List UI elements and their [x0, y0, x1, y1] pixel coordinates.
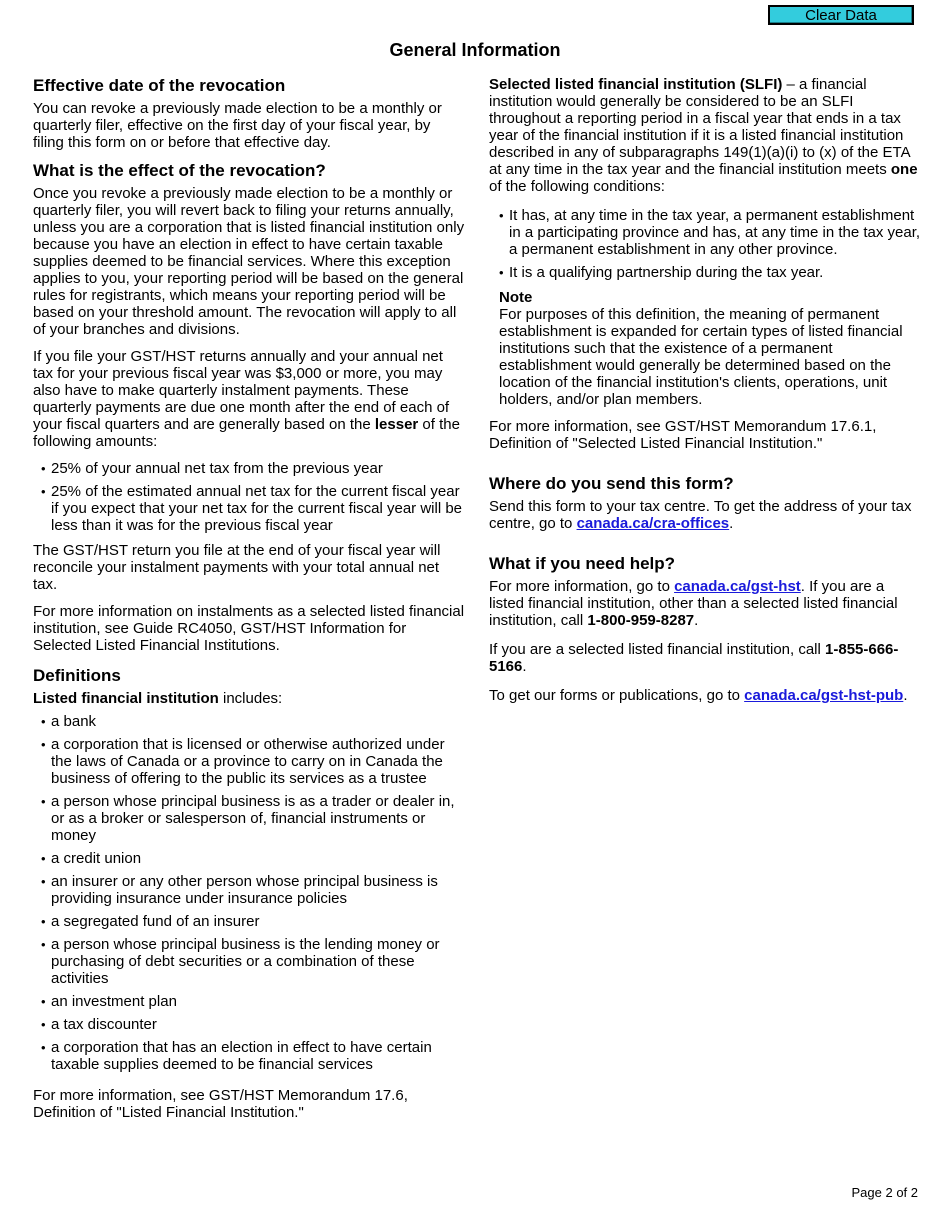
note-text: For purposes of this definition, the meaning of permanent establishment is expanded for certain types of listed financial institutions such that the existence of a permanent establishment would generally be determined based on the location of the financial institution's clients, operations, unit holders, and/or plan members. [499, 306, 903, 408]
list-item: • a tax discounter [33, 1016, 465, 1033]
amounts-list [33, 460, 465, 534]
heading-need-help: What if you need help? [489, 554, 676, 573]
memo-17-6-1-text: For more information, see GST/HST Memorandum 17.6.1, Definition of "Selected Listed Financial Institution." [489, 418, 877, 452]
memo-17-6-text: For more information, see GST/HST Memorandum 17.6, Definition of "Listed Financial Institution." [33, 1087, 408, 1121]
note-title: Note [499, 289, 533, 306]
slfi-definition: Selected listed financial institution (SLFI) – a financial institution would generally be considered to be an SLFI throughout a reporting period in a fiscal year that ends in a tax year of the financial institution if it is a listed financial institution described in any of subparagraphs 149(1)(a)(i) to (x) of the ETA at any time in the tax year and the financial institution meets one of the following conditions: [489, 76, 918, 195]
send-form-text: Send this form to your tax centre. To get the address of your tax centre, go to canada.ca/cra-offices. [489, 498, 912, 532]
list-item: • an investment plan [33, 993, 465, 1010]
slfi-conditions-list [489, 207, 921, 281]
clear-data-button[interactable]: Clear Data [768, 5, 914, 25]
effect-paragraph-1: Once you revoke a previously made election to be a monthly or quarterly filer, you will revert back to filing your returns annually, unless you are a corporation that is listed financial institution only because you have an election in effect to have certain taxable supplies deemed to be financial services. Where this exception applies to you, your reporting period will be based on the general rules for registrants, which means your reporting period will be based on your threshold amount. The revocation will apply to all of your branches and divisions. [33, 185, 465, 338]
gst-hst-link[interactable]: canada.ca/gst-hst [674, 578, 801, 595]
page-number: Page 2 of 2 [851, 1185, 918, 1200]
list-item: • 25% of your annual net tax from the previous year [33, 460, 465, 477]
list-item: • a person whose principal business is as a trader or dealer in, or as a broker or salesperson of, financial instruments or money [33, 793, 465, 844]
heading-effect-of-revocation: What is the effect of the revocation? [33, 161, 326, 180]
list-item: • 25% of the estimated annual net tax for the current fiscal year if you expect that your net tax for the current fiscal year will be less than it was for the previous fiscal year [33, 483, 465, 534]
reconcile-text: The GST/HST return you file at the end of your fiscal year will reconcile your instalment payments with your total annual net tax. [33, 542, 441, 593]
lesser-bold: lesser [374, 416, 419, 433]
heading-effective-date: Effective date of the revocation [33, 76, 286, 95]
list-item: • a bank [33, 713, 465, 730]
list-item: • a segregated fund of an insurer [33, 913, 465, 930]
instalments-info-text: For more information on instalments as a selected listed financial institution, see Guide RC4050, GST/HST Information for Selected Listed Financial Institutions. [33, 603, 465, 654]
forms-text: To get our forms or publications, go to canada.ca/gst-hst-pub. [489, 687, 908, 704]
list-item: • a credit union [33, 850, 465, 867]
right-column [489, 76, 921, 714]
phone-slfi: 1-855-666-5166 [489, 641, 899, 675]
heading-definitions: Definitions [33, 666, 121, 685]
lfi-list [33, 713, 465, 1073]
gst-hst-pub-link[interactable]: canada.ca/gst-hst-pub [744, 687, 904, 704]
list-item: • a person whose principal business is the lending money or purchasing of debt securities or a combination of these activities [33, 936, 465, 987]
list-item: • It is a qualifying partnership during the tax year. [491, 264, 921, 281]
slfi-term: Selected listed financial institution (SLFI) [489, 76, 783, 93]
page-title: General Information [389, 40, 561, 60]
help-text: For more information, go to canada.ca/gst-hst. If you are a listed financial institution, other than a selected listed financial institution, call 1-800-959-8287. [489, 578, 898, 629]
slfi-call-text: If you are a selected listed financial institution, call 1-855-666-5166. [489, 641, 899, 675]
effective-date-text: You can revoke a previously made election to be a monthly or quarterly filer, effective on the first day of your fiscal year, by filing this form on or before that effective day. [33, 100, 442, 151]
one-bold: one [890, 161, 918, 178]
list-item: • an insurer or any other person whose principal business is providing insurance under insurance policies [33, 873, 465, 907]
list-item: • a corporation that is licensed or otherwise authorized under the laws of Canada or a province to carry on in Canada the business of offering to the public its services as a trustee [33, 736, 465, 787]
lfi-term: Listed financial institution [33, 690, 219, 707]
cra-offices-link[interactable]: canada.ca/cra-offices [576, 515, 730, 532]
heading-send-form: Where do you send this form? [489, 474, 734, 493]
list-item: • a corporation that has an election in effect to have certain taxable supplies deemed to be financial services [33, 1039, 465, 1073]
list-item: • It has, at any time in the tax year, a permanent establishment in a participating province and has, at any time in the tax year, a permanent establishment in any other province. [491, 207, 921, 258]
left-column [33, 76, 465, 1131]
note-block [489, 289, 921, 408]
effect-paragraph-2: If you file your GST/HST returns annually and your annual net tax for your previous fiscal year was $3,000 or more, you may also have to make quarterly instalment payments. These quarterly payments are due one month after the end of each of your fiscal quarters and are generally based on the lesser of the following amounts: [33, 348, 460, 450]
lfi-intro: Listed financial institution includes: [33, 690, 283, 707]
phone-lfi: 1-800-959-8287 [587, 612, 695, 629]
